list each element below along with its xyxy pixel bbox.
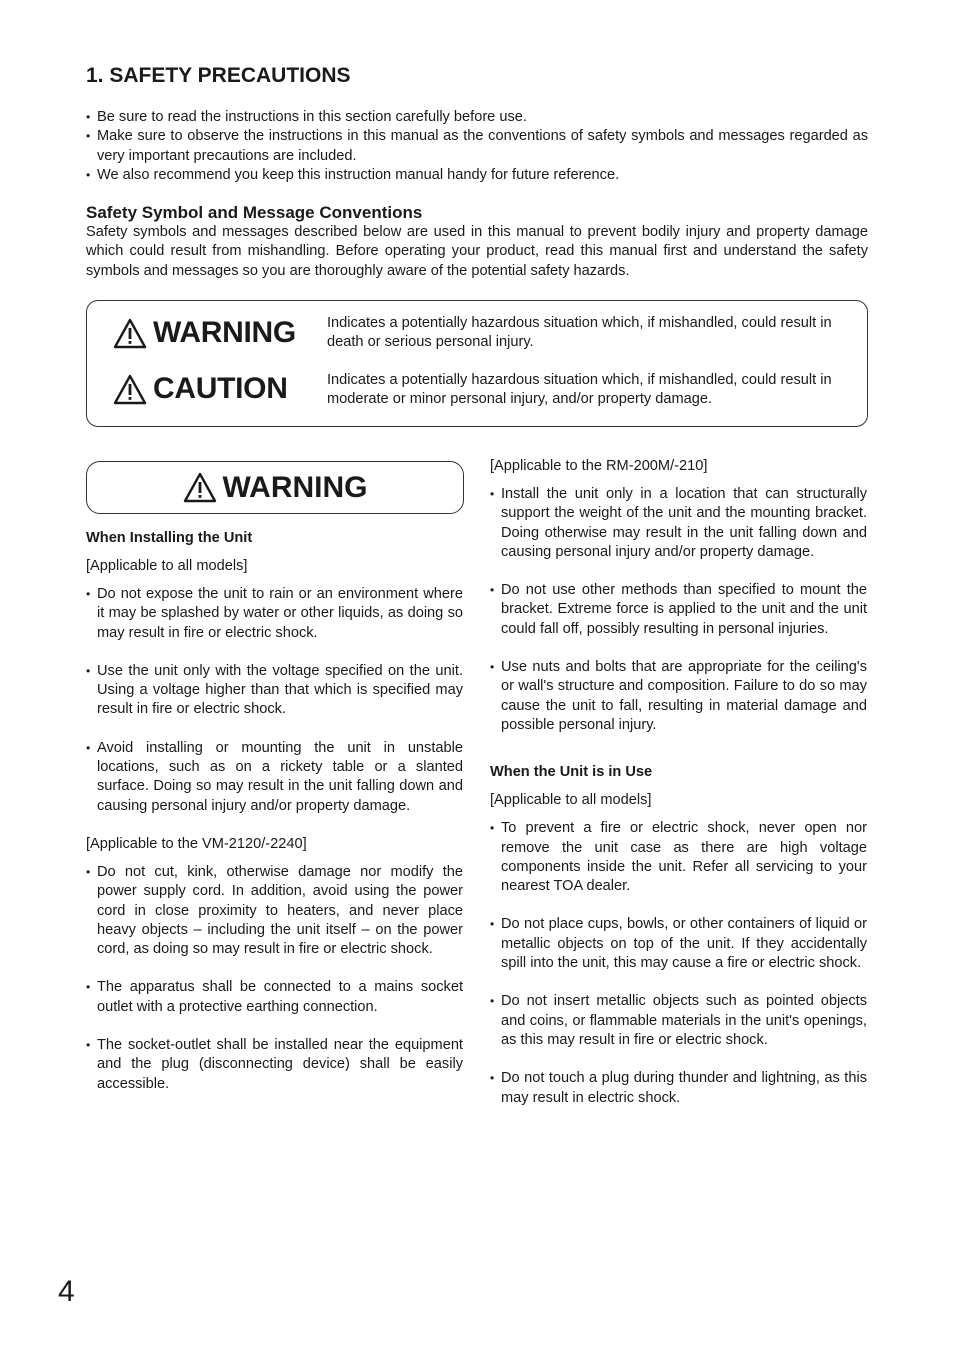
symbol-legend-box [86,300,868,427]
page-number: 4 [58,1275,75,1308]
applicability-note: [Applicable to all models] [490,792,652,809]
use-heading: When the Unit is in Use [490,764,653,781]
left-column [86,529,463,1113]
install-heading: When Installing the Unit [86,530,253,546]
list-item: • Do not insert metallic objects such as pointed objects and coins, or flammable materials in the unit's openings, as this may result in fire or electric shock. [490,992,867,1050]
list-item: • Use nuts and bolts that are appropriate for the ceiling's or wall's structure and composition. Failure to do so may cause the unit to fall, resulting in material damage and possible personal injury. [490,658,867,735]
page-title: 1. SAFETY PRECAUTIONS [86,64,351,87]
intro-list [86,108,868,185]
warning-triangle-icon [113,374,147,405]
use-list [490,819,867,1108]
conventions-heading: Safety Symbol and Message Conventions [86,203,423,222]
list-item: • Do not place cups, bowls, or other containers of liquid or metallic objects on top of the unit. If they accidentally spill into the unit, this may cause a fire or electric shock. [490,915,867,973]
list-item: • Install the unit only in a location that can structurally support the weight of the unit and the mounting bracket. Doing otherwise may result in the unit falling down and causing personal injury and/or property damage. [490,485,867,562]
vm-list [86,863,463,1094]
warning-description: Indicates a potentially hazardous situation which, if mishandled, could result in death or serious personal injury. [327,315,832,351]
warning-label [113,316,296,350]
list-item: • Do not use other methods than specified to mount the bracket. Extreme force is applied to the unit and the unit could fall off, possibly resulting in personal injuries. [490,581,867,639]
list-item: • Be sure to read the instructions in this section carefully before use. [86,108,868,127]
list-item: • We also recommend you keep this instruction manual handy for future reference. [86,166,868,185]
right-column [490,457,867,1127]
list-item: • To prevent a fire or electric shock, never open nor remove the unit case as there are high voltage components inside the unit. Refer all servicing to your nearest TOA dealer. [490,819,867,896]
list-item: • Do not expose the unit to rain or an environment where it may be splashed by water or other liquids, as doing so may result in fire or electric shock. [86,585,463,643]
warning-heading-text: WARNING [222,470,368,504]
caution-description: Indicates a potentially hazardous situation which, if mishandled, could result in moderate or minor personal injury, and/or property damage. [327,372,832,408]
list-item: • The socket-outlet shall be installed near the equipment and the plug (disconnecting device) shall be easily accessible. [86,1036,463,1094]
applicability-note: [Applicable to all models] [86,558,248,574]
install-list [86,585,463,816]
warning-label-text: WARNING [153,316,296,349]
list-item: • Do not touch a plug during thunder and lightning, as this may result in electric shock. [490,1069,867,1108]
applicability-note: [Applicable to the VM-2120/-2240] [86,835,307,852]
caution-label-text: CAUTION [153,372,288,405]
list-item: • Avoid installing or mounting the unit in unstable locations, such as on a rickety table or a slanted surface. Doing so may result in the unit falling down and causing personal injury and/or property damage. [86,739,463,816]
caution-label [113,372,288,406]
applicability-note: [Applicable to the RM-200M/-210] [490,458,708,474]
list-item: • Make sure to observe the instructions in this manual as the conventions of safety symbols and messages regarded as very important precautions are included. [86,127,868,166]
warning-heading-box [86,461,464,514]
list-item: • Use the unit only with the voltage specified on the unit. Using a voltage higher than that which is specified may result in fire or electric shock. [86,662,463,720]
list-item: • The apparatus shall be connected to a mains socket outlet with a protective earthing connection. [86,978,463,1017]
rm-list [490,485,867,735]
warning-triangle-icon [183,472,217,503]
conventions-text: Safety symbols and messages described below are used in this manual to prevent bodily injury and property damage which could result from mishandling. Before operating your product, read this manual first and understand the safety symbols and messages so you are thoroughly aware of the potential safety hazards. [86,224,868,279]
warning-triangle-icon [113,318,147,349]
list-item: • Do not cut, kink, otherwise damage nor modify the power supply cord. In addition, avoid using the power cord in close proximity to heaters, and never place heavy objects – including the unit itself – on the power cord, as doing so may result in fire or electric shock. [86,863,463,959]
